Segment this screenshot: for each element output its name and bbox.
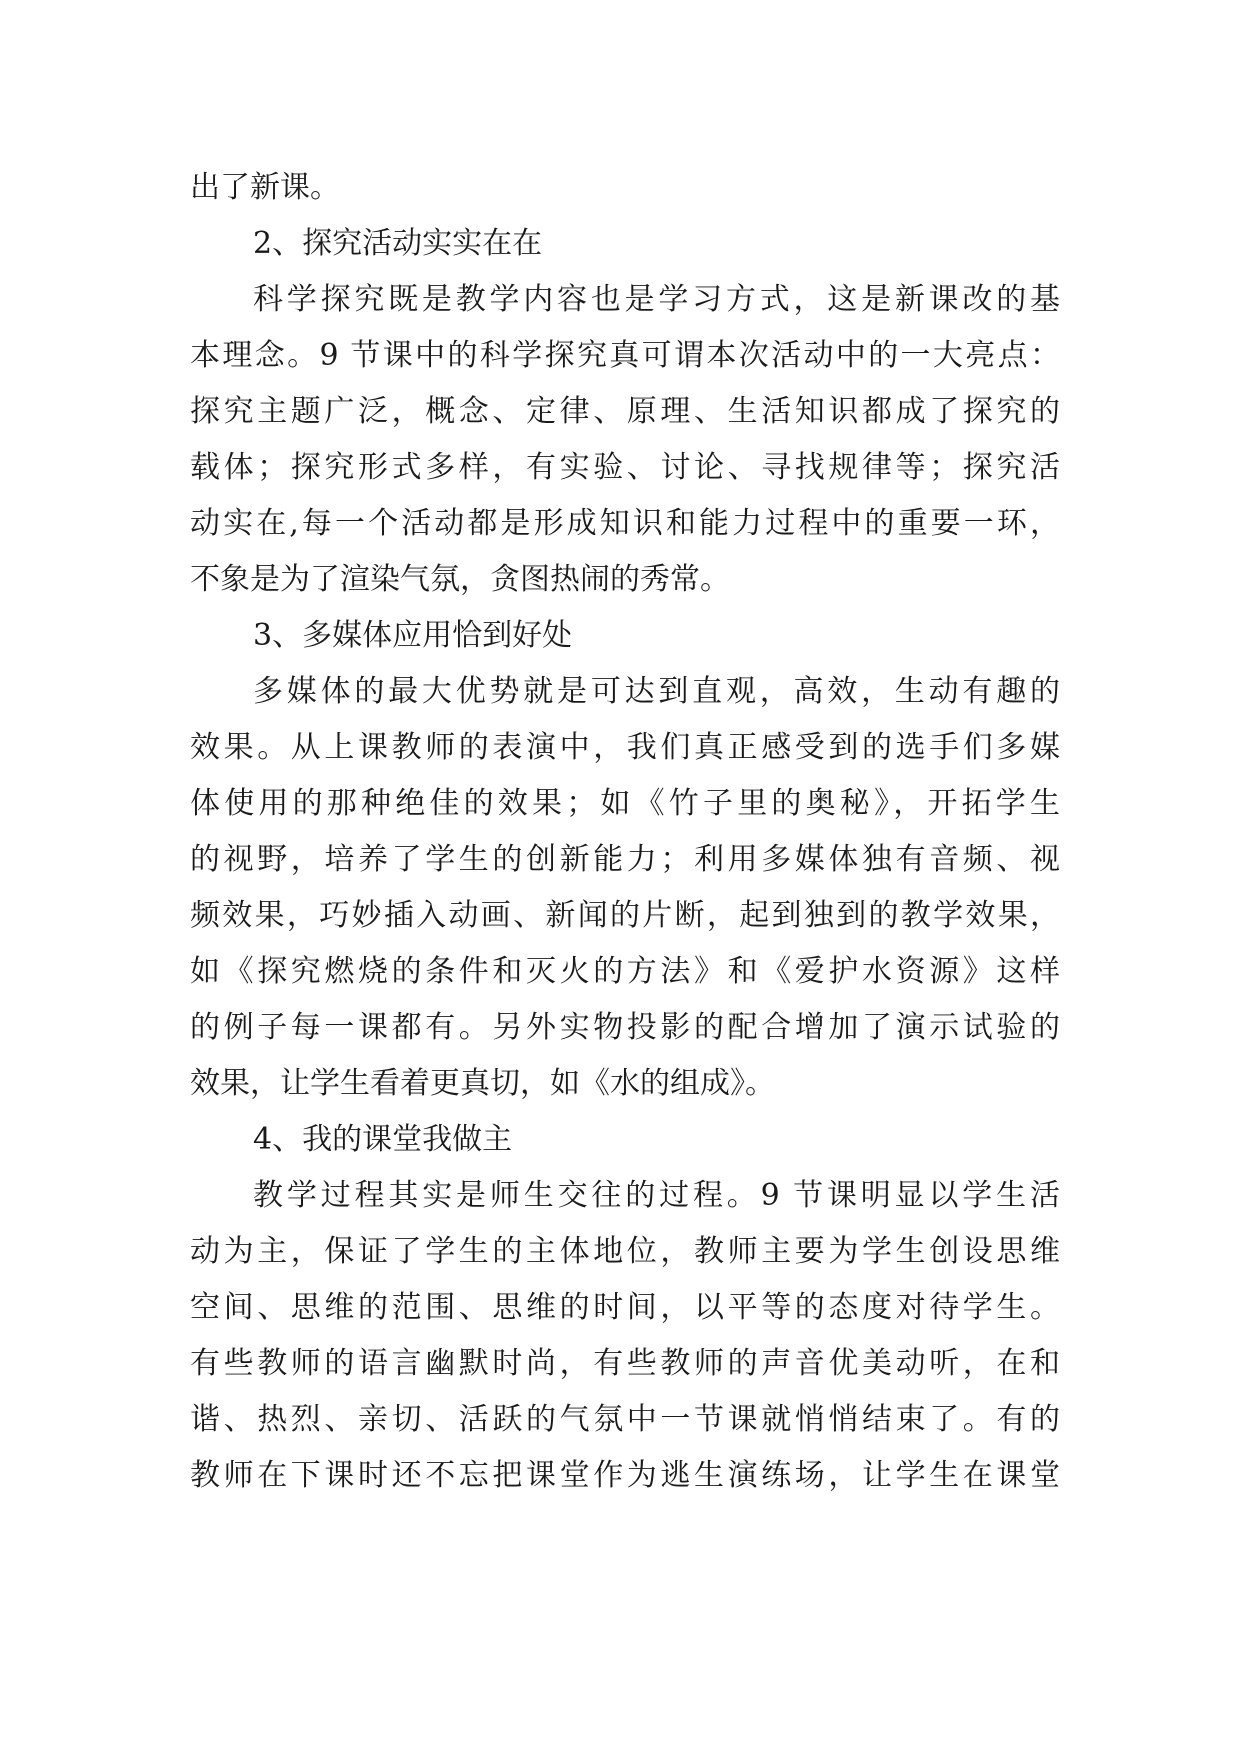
paragraph-line: 本理念。9 节课中的科学探究真可谓本次活动中的一大亮点： (190, 338, 1060, 373)
paragraph-line: 动为主，保证了学生的主体地位，教师主要为学生创设思维 (190, 1234, 1060, 1269)
paragraph-line: 的视野，培养了学生的创新能力；利用多媒体独有音频、视 (190, 842, 1060, 877)
paragraph-line: 载体；探究形式多样，有实验、讨论、寻找规律等；探究活 (190, 450, 1060, 485)
paragraph-line: 出了新课。 (190, 170, 340, 205)
paragraph-line: 多媒体的最大优势就是可达到直观，高效，生动有趣的 (253, 674, 1060, 709)
paragraph-line: 探究主题广泛，概念、定律、原理、生活知识都成了探究的 (190, 394, 1060, 429)
paragraph-line: 体使用的那种绝佳的效果；如《竹子里的奥秘》，开拓学生 (190, 786, 1060, 821)
paragraph-line: 科学探究既是教学内容也是学习方式，这是新课改的基 (253, 282, 1060, 317)
paragraph-line: 谐、热烈、亲切、活跃的气氛中一节课就悄悄结束了。有的 (190, 1402, 1060, 1437)
paragraph-line: 效果，让学生看着更真切，如《水的组成》。 (190, 1066, 775, 1101)
section-heading: 4、我的课堂我做主 (253, 1122, 513, 1157)
paragraph-line: 有些教师的语言幽默时尚，有些教师的声音优美动听，在和 (190, 1346, 1060, 1381)
paragraph-line: 的例子每一课都有。另外实物投影的配合增加了演示试验的 (190, 1010, 1060, 1045)
section-heading: 2、探究活动实实在在 (253, 226, 543, 261)
paragraph-line: 教师在下课时还不忘把课堂作为逃生演练场，让学生在课堂 (190, 1458, 1060, 1493)
section-heading: 3、多媒体应用恰到好处 (253, 618, 573, 653)
paragraph-line: 教学过程其实是师生交往的过程。9 节课明显以学生活 (253, 1178, 1060, 1213)
paragraph-line: 不象是为了渲染气氛，贪图热闹的秀常。 (190, 562, 730, 597)
paragraph-line: 动实在,每一个活动都是形成知识和能力过程中的重要一环， (190, 506, 1060, 541)
paragraph-line: 空间、思维的范围、思维的时间，以平等的态度对待学生。 (190, 1290, 1060, 1325)
document-body (190, 160, 1060, 1504)
paragraph-line: 如《探究燃烧的条件和灭火的方法》和《爱护水资源》这样 (190, 954, 1060, 989)
paragraph-line: 效果。从上课教师的表演中，我们真正感受到的选手们多媒 (190, 730, 1060, 765)
paragraph-line: 频效果，巧妙插入动画、新闻的片断，起到独到的教学效果， (190, 898, 1060, 933)
